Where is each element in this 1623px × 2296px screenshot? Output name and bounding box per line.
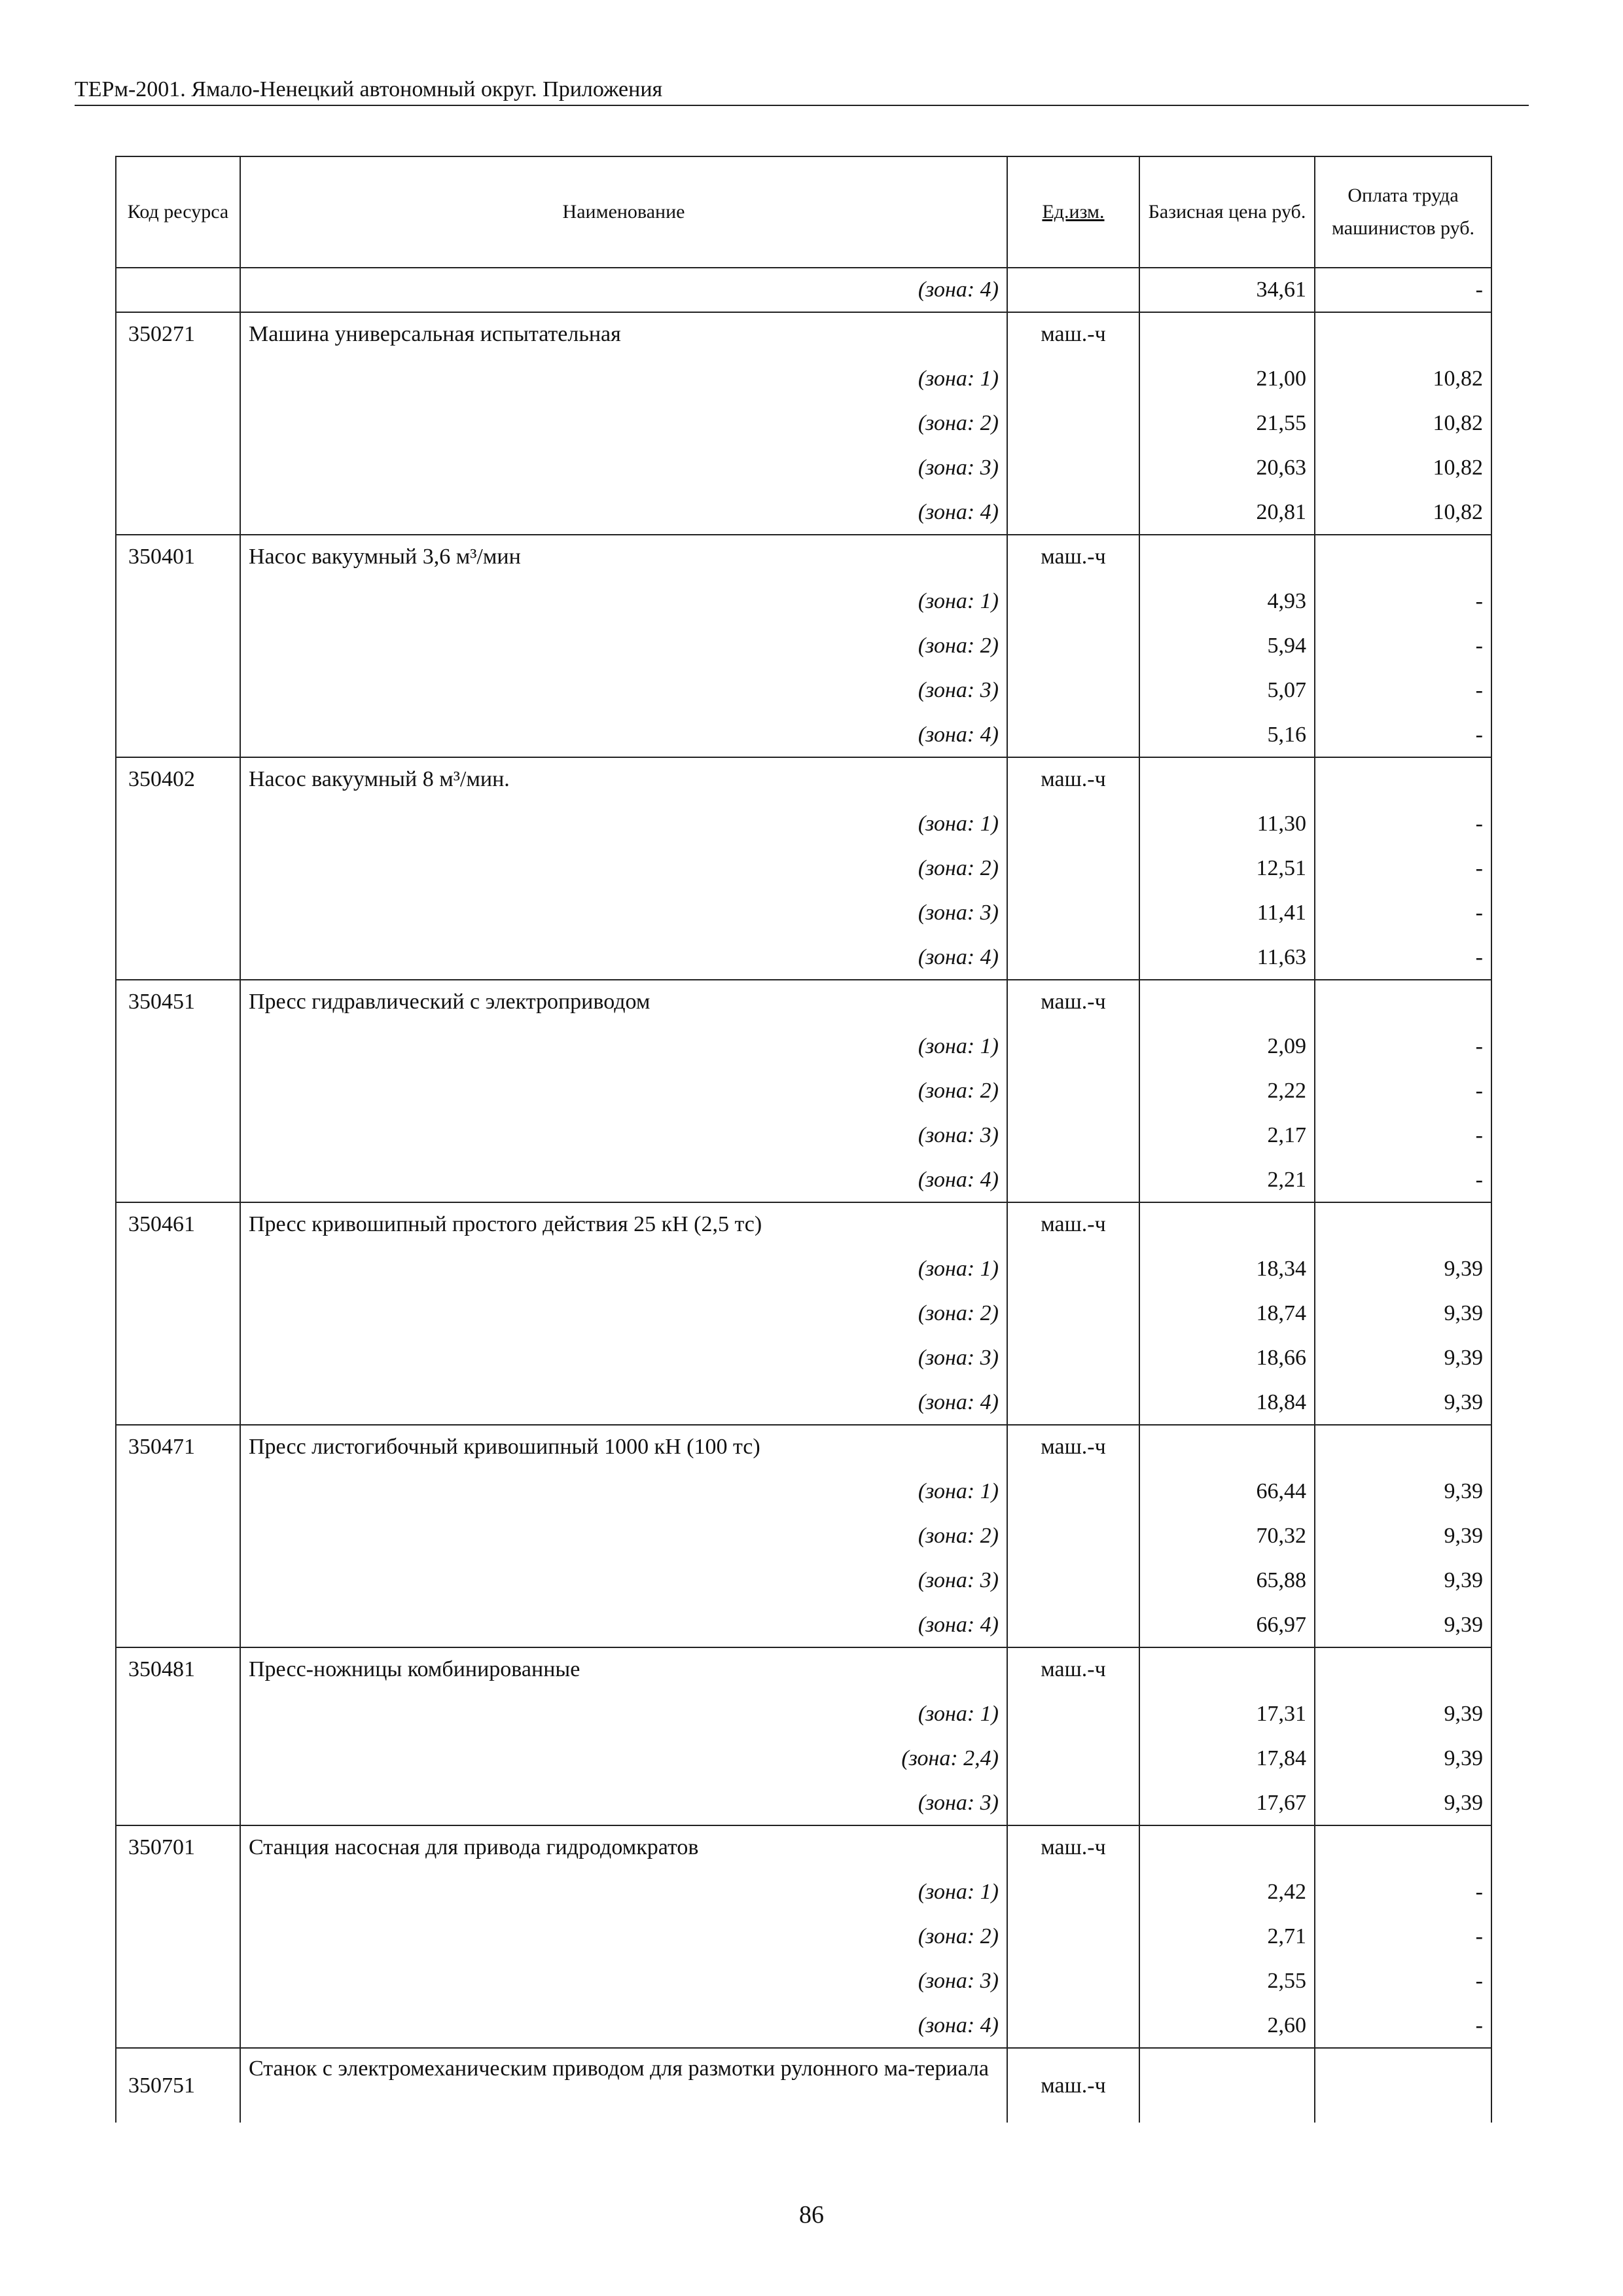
resource-name: Пресс-ножницы комбинированные [240, 1647, 1007, 1692]
resource-name: Станция насосная для привода гидродомкратов [240, 1825, 1007, 1870]
resource-row [116, 1825, 1491, 1870]
zone-pay: 9,39 [1315, 1603, 1491, 1647]
zone-pay: - [1315, 668, 1491, 713]
zone-code-empty [116, 1024, 240, 1069]
zone-row [116, 1692, 1491, 1736]
zone-row [116, 579, 1491, 624]
resource-pay [1315, 2048, 1491, 2123]
resource-pay [1315, 1825, 1491, 1870]
zone-unit-empty [1007, 1781, 1139, 1825]
resource-name: Пресс листогибочный кривошипный 1000 кН (100 тс) [240, 1425, 1007, 1469]
zone-row [116, 1380, 1491, 1425]
zone-price: 11,41 [1139, 891, 1315, 935]
zone-code-empty [116, 1959, 240, 2003]
zone-label: (зона: 2) [240, 846, 1007, 891]
zone-code-empty [116, 1113, 240, 1158]
zone-row [116, 1514, 1491, 1558]
zone-price: 5,94 [1139, 624, 1315, 668]
zone-pay: 9,39 [1315, 1781, 1491, 1825]
zone-code-empty [116, 401, 240, 446]
zone-label: (зона: 4) [240, 2003, 1007, 2048]
zone-code-empty [116, 624, 240, 668]
zone-code-empty [116, 1380, 240, 1425]
zone-unit-empty [1007, 1736, 1139, 1781]
zone-price: 17,67 [1139, 1781, 1315, 1825]
zone-price: 20,81 [1139, 490, 1315, 535]
zone-unit-empty [1007, 357, 1139, 401]
zone-code-empty [116, 1069, 240, 1113]
zone-unit-empty [1007, 579, 1139, 624]
zone-row [116, 1113, 1491, 1158]
zone-price: 2,42 [1139, 1870, 1315, 1914]
zone-unit-empty [1007, 401, 1139, 446]
resource-name: Пресс гидравлический с электроприводом [240, 980, 1007, 1024]
resource-unit: маш.-ч [1007, 1425, 1139, 1469]
zone-row [116, 1336, 1491, 1380]
zone-label: (зона: 1) [240, 1469, 1007, 1514]
zone-unit-empty [1007, 713, 1139, 757]
zone-unit-empty [1007, 846, 1139, 891]
zone-code-empty [116, 1247, 240, 1291]
resource-name: Пресс кривошипный простого действия 25 кН (2,5 тс) [240, 1202, 1007, 1247]
zone-unit-empty [1007, 1113, 1139, 1158]
zone-label: (зона: 1) [240, 1692, 1007, 1736]
zone-unit-empty [1007, 2003, 1139, 2048]
zone-price: 5,07 [1139, 668, 1315, 713]
zone-row [116, 1247, 1491, 1291]
zone-pay: 10,82 [1315, 357, 1491, 401]
column-header-price: Базисная цена руб. [1139, 156, 1315, 268]
zone-unit-empty [1007, 490, 1139, 535]
zone-unit-empty [1007, 1959, 1139, 2003]
resource-code: 350402 [116, 757, 240, 802]
zone-row [116, 446, 1491, 490]
zone-code-empty [116, 1781, 240, 1825]
zone-price: 18,84 [1139, 1380, 1315, 1425]
zone-code-empty [116, 2003, 240, 2048]
resource-price [1139, 980, 1315, 1024]
zone-pay: - [1315, 846, 1491, 891]
zone-row [116, 1870, 1491, 1914]
zone-unit-empty [1007, 1336, 1139, 1380]
zone-pay: 9,39 [1315, 1291, 1491, 1336]
resource-price [1139, 1202, 1315, 1247]
zone-label: (зона: 4) [240, 1603, 1007, 1647]
zone-price: 4,93 [1139, 579, 1315, 624]
zone-pay: - [1315, 1158, 1491, 1202]
column-header-pay: Оплата труда машинистов руб. [1315, 156, 1491, 268]
zone-unit-empty [1007, 1024, 1139, 1069]
resource-pay [1315, 1202, 1491, 1247]
resource-code: 350461 [116, 1202, 240, 1247]
zone-label: (зона: 4) [240, 713, 1007, 757]
zone-label: (зона: 1) [240, 357, 1007, 401]
zone-label: (зона: 3) [240, 891, 1007, 935]
zone-label: (зона: 4) [240, 1380, 1007, 1425]
zone-unit-empty [1007, 1914, 1139, 1959]
zone-label: (зона: 1) [240, 1870, 1007, 1914]
zone-row [116, 846, 1491, 891]
column-header-name: Наименование [240, 156, 1007, 268]
resource-row [116, 757, 1491, 802]
zone-code-empty [116, 1914, 240, 1959]
zone-unit-empty [1007, 1380, 1139, 1425]
zone-unit-empty [1007, 802, 1139, 846]
resource-row [116, 312, 1491, 357]
resource-unit: маш.-ч [1007, 980, 1139, 1024]
zone-unit-empty [1007, 1469, 1139, 1514]
zone-code-empty [116, 1736, 240, 1781]
zone-label: (зона: 4) [240, 935, 1007, 980]
zone-row [116, 1558, 1491, 1603]
zone-price: 2,21 [1139, 1158, 1315, 1202]
zone-row [116, 1158, 1491, 1202]
resource-pay [1315, 535, 1491, 579]
resource-row [116, 1647, 1491, 1692]
zone-pay: 10,82 [1315, 446, 1491, 490]
zone-price: 2,55 [1139, 1959, 1315, 2003]
zone-price: 11,63 [1139, 935, 1315, 980]
zone-row [116, 1781, 1491, 1825]
zone-code-empty [116, 891, 240, 935]
zone-code-empty [116, 1158, 240, 1202]
zone-label: (зона: 3) [240, 1959, 1007, 2003]
zone-label: (зона: 2) [240, 624, 1007, 668]
resource-code: 350271 [116, 312, 240, 357]
zone-pay: 9,39 [1315, 1736, 1491, 1781]
zone-row [116, 891, 1491, 935]
zone-pay: 9,39 [1315, 1247, 1491, 1291]
zone-label: (зона: 2) [240, 401, 1007, 446]
resource-row [116, 535, 1491, 579]
zone-price: 2,22 [1139, 1069, 1315, 1113]
zone-price: 66,44 [1139, 1469, 1315, 1514]
zone-label: (зона: 4) [240, 490, 1007, 535]
zone-pay: - [1315, 1024, 1491, 1069]
zone-pay: - [1315, 1113, 1491, 1158]
zone-row [116, 624, 1491, 668]
zone-unit-empty [1007, 1870, 1139, 1914]
zone-code-empty [116, 668, 240, 713]
zone-price: 20,63 [1139, 446, 1315, 490]
resource-price [1139, 1647, 1315, 1692]
zone-pay: - [1315, 891, 1491, 935]
zone-label: (зона: 3) [240, 1113, 1007, 1158]
zone-label: (зона: 1) [240, 1024, 1007, 1069]
zone-price: 21,00 [1139, 357, 1315, 401]
zone-price: 18,66 [1139, 1336, 1315, 1380]
zone-row [116, 1603, 1491, 1647]
zone-price: 2,09 [1139, 1024, 1315, 1069]
zone-price: 2,17 [1139, 1113, 1315, 1158]
resource-unit: маш.-ч [1007, 757, 1139, 802]
resource-name: Машина универсальная испытательная [240, 312, 1007, 357]
resource-pay [1315, 312, 1491, 357]
zone-code-empty [116, 1291, 240, 1336]
zone-label: (зона: 4) [240, 1158, 1007, 1202]
zone-price: 34,61 [1139, 268, 1315, 312]
resource-row [116, 1202, 1491, 1247]
zone-price: 65,88 [1139, 1558, 1315, 1603]
zone-pay: - [1315, 579, 1491, 624]
resource-pay [1315, 1425, 1491, 1469]
resource-code: 350471 [116, 1425, 240, 1469]
zone-unit-empty [1007, 268, 1139, 312]
page-number: 86 [799, 2201, 824, 2229]
resource-unit: маш.-ч [1007, 535, 1139, 579]
zone-row [116, 490, 1491, 535]
resource-price [1139, 1425, 1315, 1469]
zone-unit-empty [1007, 624, 1139, 668]
zone-pay: - [1315, 624, 1491, 668]
zone-price: 17,84 [1139, 1736, 1315, 1781]
zone-pay: 9,39 [1315, 1514, 1491, 1558]
zone-label: (зона: 1) [240, 1247, 1007, 1291]
resource-price [1139, 757, 1315, 802]
zone-label: (зона: 2) [240, 1291, 1007, 1336]
zone-label: (зона: 2) [240, 1069, 1007, 1113]
resource-row [116, 980, 1491, 1024]
zone-row [116, 1959, 1491, 2003]
zone-row [116, 401, 1491, 446]
resource-unit: маш.-ч [1007, 1647, 1139, 1692]
zone-code-empty [116, 1514, 240, 1558]
resource-code: 350751 [116, 2048, 240, 2123]
zone-price: 70,32 [1139, 1514, 1315, 1558]
resource-pay [1315, 1647, 1491, 1692]
resource-name: Станок с электромеханическим приводом для размотки рулонного ма-териала [240, 2048, 1007, 2123]
zone-pay: - [1315, 1870, 1491, 1914]
zone-unit-empty [1007, 1603, 1139, 1647]
zone-code-empty [116, 579, 240, 624]
zone-row [116, 1024, 1491, 1069]
zone-pay: - [1315, 802, 1491, 846]
zone-price: 11,30 [1139, 802, 1315, 846]
zone-label: (зона: 3) [240, 1558, 1007, 1603]
zone-code-empty [116, 1870, 240, 1914]
zone-row [116, 268, 1491, 312]
zone-pay: - [1315, 1069, 1491, 1113]
column-header-code: Код ресурса [116, 156, 240, 268]
zone-row [116, 713, 1491, 757]
zone-row [116, 2003, 1491, 2048]
zone-pay: 9,39 [1315, 1692, 1491, 1736]
zone-unit-empty [1007, 891, 1139, 935]
zone-row [116, 357, 1491, 401]
zone-pay: 9,39 [1315, 1380, 1491, 1425]
resource-code: 350701 [116, 1825, 240, 1870]
zone-code-empty [116, 268, 240, 312]
zone-pay: - [1315, 1914, 1491, 1959]
zone-price: 5,16 [1139, 713, 1315, 757]
resource-unit: маш.-ч [1007, 312, 1139, 357]
zone-pay: - [1315, 713, 1491, 757]
zone-row [116, 1736, 1491, 1781]
zone-pay: 10,82 [1315, 401, 1491, 446]
zone-pay: - [1315, 2003, 1491, 2048]
zone-row [116, 668, 1491, 713]
zone-code-empty [116, 490, 240, 535]
zone-label: (зона: 1) [240, 802, 1007, 846]
zone-label: (зона: 2,4) [240, 1736, 1007, 1781]
zone-code-empty [116, 1336, 240, 1380]
zone-row [116, 1069, 1491, 1113]
zone-code-empty [116, 713, 240, 757]
resource-unit: маш.-ч [1007, 1202, 1139, 1247]
zone-code-empty [116, 1603, 240, 1647]
zone-price: 21,55 [1139, 401, 1315, 446]
resource-unit: маш.-ч [1007, 1825, 1139, 1870]
zone-price: 17,31 [1139, 1692, 1315, 1736]
zone-label: (зона: 3) [240, 446, 1007, 490]
zone-label: (зона: 1) [240, 579, 1007, 624]
zone-row [116, 1291, 1491, 1336]
zone-row [116, 1914, 1491, 1959]
zone-pay: 9,39 [1315, 1469, 1491, 1514]
zone-price: 66,97 [1139, 1603, 1315, 1647]
zone-label: (зона: 3) [240, 668, 1007, 713]
zone-code-empty [116, 802, 240, 846]
zone-row [116, 802, 1491, 846]
table-body [116, 268, 1491, 2123]
zone-unit-empty [1007, 1069, 1139, 1113]
zone-price: 2,60 [1139, 2003, 1315, 2048]
resource-price-table [115, 156, 1492, 2123]
zone-pay: - [1315, 268, 1491, 312]
resource-price [1139, 1825, 1315, 1870]
resource-code: 350451 [116, 980, 240, 1024]
resource-price [1139, 312, 1315, 357]
zone-pay: 9,39 [1315, 1558, 1491, 1603]
zone-label: (зона: 4) [240, 268, 1007, 312]
resource-row [116, 2048, 1491, 2123]
zone-label: (зона: 2) [240, 1514, 1007, 1558]
zone-code-empty [116, 446, 240, 490]
resource-name: Насос вакуумный 8 м³/мин. [240, 757, 1007, 802]
zone-price: 18,74 [1139, 1291, 1315, 1336]
zone-pay: 9,39 [1315, 1336, 1491, 1380]
zone-code-empty [116, 1558, 240, 1603]
resource-price [1139, 535, 1315, 579]
header-rule [75, 105, 1529, 106]
zone-unit-empty [1007, 668, 1139, 713]
running-header: ТЕРм-2001. Ямало-Ненецкий автономный округ. Приложения [75, 77, 663, 101]
zone-code-empty [116, 357, 240, 401]
zone-code-empty [116, 1469, 240, 1514]
zone-pay: 10,82 [1315, 490, 1491, 535]
zone-row [116, 935, 1491, 980]
zone-unit-empty [1007, 1514, 1139, 1558]
zone-code-empty [116, 1692, 240, 1736]
zone-price: 2,71 [1139, 1914, 1315, 1959]
resource-pay [1315, 980, 1491, 1024]
column-header-unit-label: Ед.изм. [1042, 201, 1105, 223]
zone-pay: - [1315, 1959, 1491, 2003]
resource-name: Насос вакуумный 3,6 м³/мин [240, 535, 1007, 579]
zone-code-empty [116, 935, 240, 980]
resource-code: 350481 [116, 1647, 240, 1692]
zone-unit-empty [1007, 1291, 1139, 1336]
zone-unit-empty [1007, 1158, 1139, 1202]
zone-unit-empty [1007, 446, 1139, 490]
resource-pay [1315, 757, 1491, 802]
zone-price: 12,51 [1139, 846, 1315, 891]
zone-unit-empty [1007, 1247, 1139, 1291]
resource-price [1139, 2048, 1315, 2123]
zone-unit-empty [1007, 1558, 1139, 1603]
zone-unit-empty [1007, 1692, 1139, 1736]
resource-unit: маш.-ч [1007, 2048, 1139, 2123]
column-header-unit [1007, 156, 1139, 268]
zone-label: (зона: 3) [240, 1336, 1007, 1380]
resource-row [116, 1425, 1491, 1469]
zone-row [116, 1469, 1491, 1514]
zone-price: 18,34 [1139, 1247, 1315, 1291]
zone-code-empty [116, 846, 240, 891]
zone-unit-empty [1007, 935, 1139, 980]
zone-pay: - [1315, 935, 1491, 980]
resource-code: 350401 [116, 535, 240, 579]
zone-label: (зона: 2) [240, 1914, 1007, 1959]
zone-label: (зона: 3) [240, 1781, 1007, 1825]
resource-table-wrapper [115, 156, 1491, 2123]
